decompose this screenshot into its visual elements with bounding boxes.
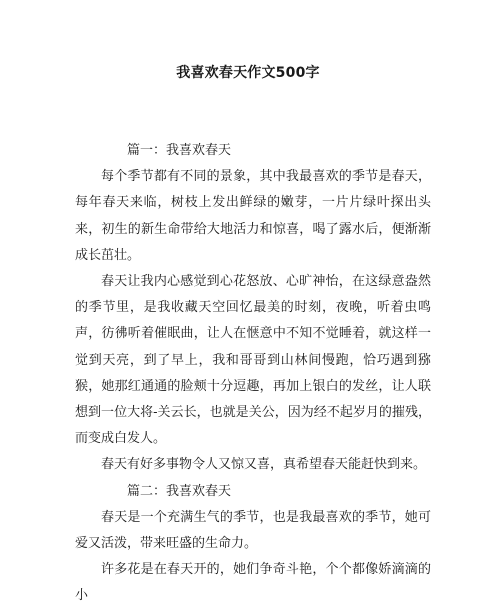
document-body (75, 138, 431, 610)
section-heading-2: 篇二：我喜欢春天 (127, 483, 232, 499)
body-paragraph-5: 许多花是在春天开的，她们争奇斗艳，个个都像娇滴滴的小 (75, 562, 431, 604)
body-paragraph-4: 春天是一个充满生气的季节，也是我最喜欢的季节，她可爱又活泼，带来旺盛的生命力。 (75, 509, 431, 552)
body-paragraph-2: 春天让我内心感觉到心花怒放、心旷神怡，在这绿意盎然的季节里，是我收藏天空回忆最美的时刻，夜晚，听着虫鸣声，彷彿听着催眠曲，让人在惬意中不知不觉睡着，就这样一觉到天亮，到了早上，我和哥哥到山林间慢跑，恰巧遇到猕猴，她那红通通的脸颊十分逗趣，再加上银白的发丝，让人联想到一位大将-关云长，也就是关公，因为经不起岁月的摧残，而变成白发人。 (75, 274, 431, 447)
document-title: 我喜欢春天作文500字 (176, 65, 320, 81)
section-heading-1: 篇一：我喜欢春天 (127, 143, 232, 158)
body-paragraph-3: 春天有好多事物令人又惊又喜，真希望春天能赶快到来。 (101, 457, 427, 473)
body-paragraph-1: 每个季节都有不同的景象，其中我最喜欢的季节是春天，每年春天来临，树枝上发出鲜绿的嫩芽，一片片绿叶探出头来，初生的新生命带给大地活力和惊喜，喝了露水后，便渐渐成长茁壮。 (75, 169, 431, 263)
